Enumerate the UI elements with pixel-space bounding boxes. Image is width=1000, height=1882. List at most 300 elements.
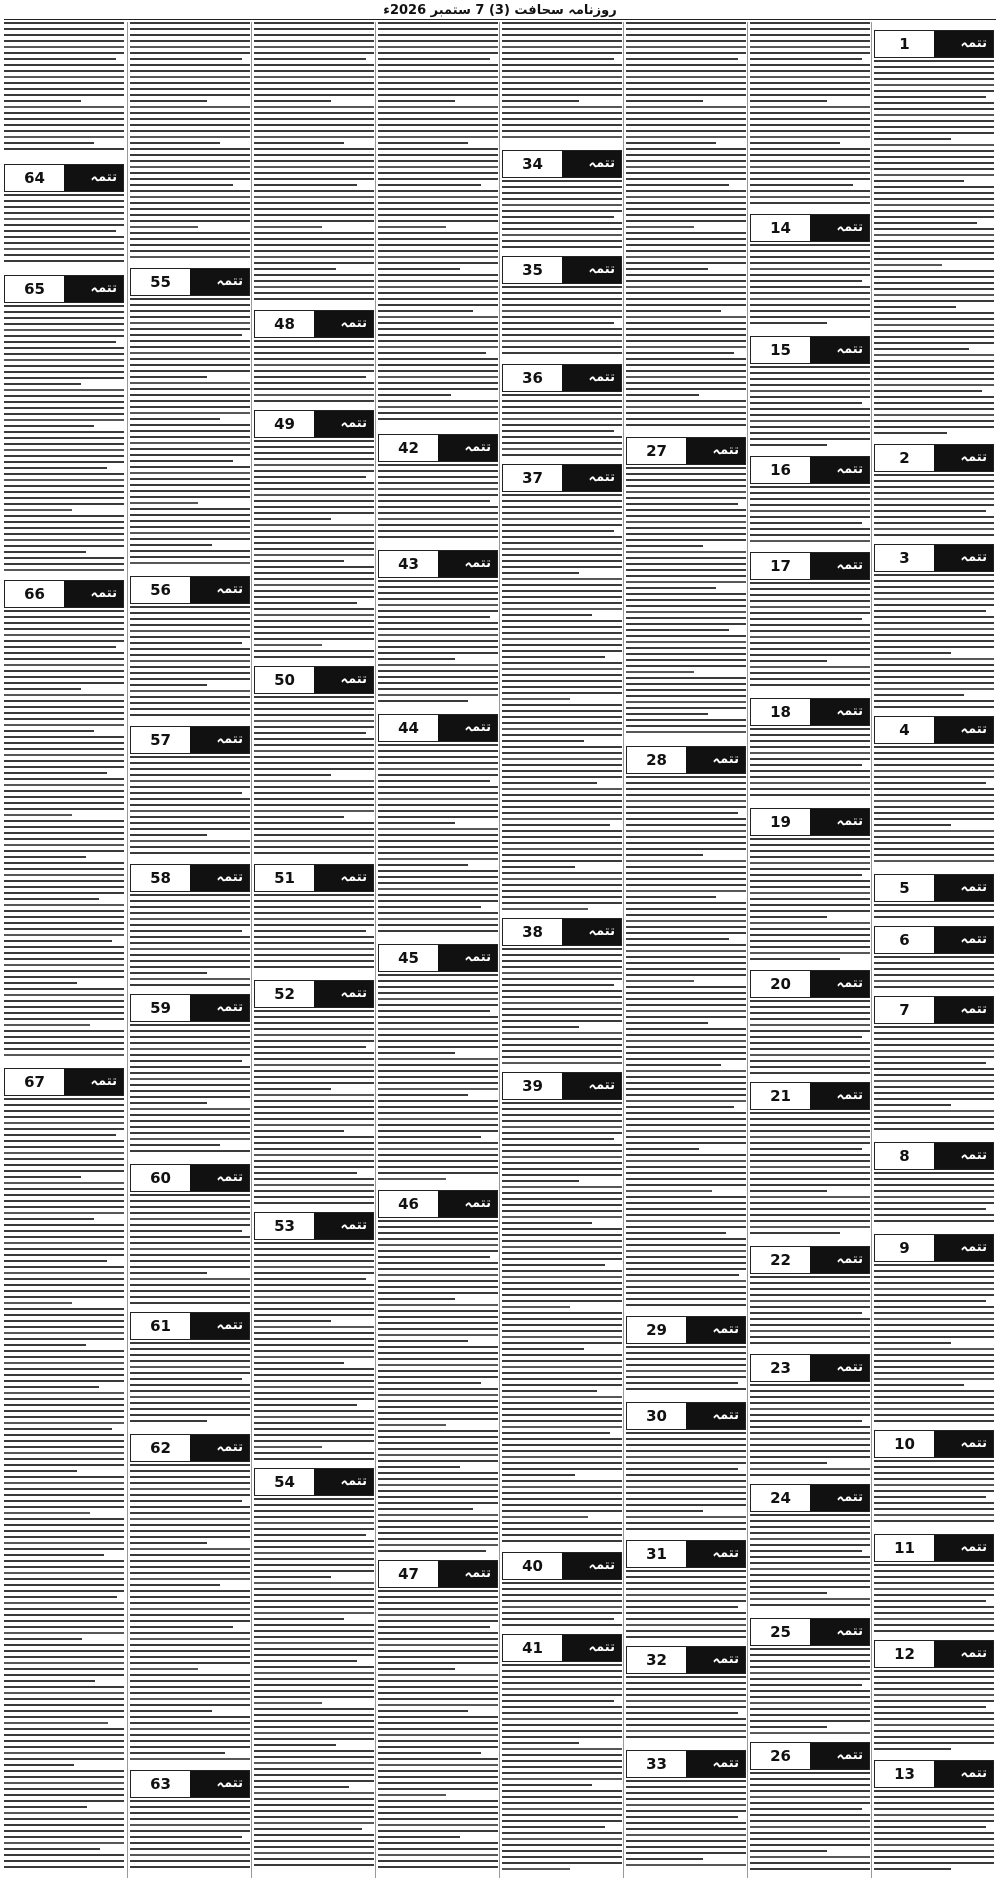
- text-line: [750, 1598, 870, 1600]
- text-line: [254, 632, 374, 634]
- text-line: [4, 760, 124, 762]
- text-line: [626, 1304, 746, 1306]
- continuation-marker: [254, 666, 374, 694]
- text-line: [874, 752, 994, 754]
- text-line: [130, 370, 250, 372]
- text-line: [130, 352, 250, 354]
- text-line: [4, 1818, 124, 1820]
- text-line: [130, 190, 250, 192]
- text-line: [626, 292, 746, 294]
- text-line: [378, 34, 498, 36]
- text-line: [4, 1866, 124, 1868]
- text-line: [750, 1580, 870, 1582]
- text-line: [626, 479, 746, 481]
- text-line: [502, 1814, 622, 1816]
- text-line: [750, 1666, 870, 1668]
- text-line: [4, 1686, 124, 1688]
- text-line: [378, 1040, 498, 1042]
- text-line: [130, 1372, 250, 1374]
- text-line: [254, 1380, 374, 1382]
- text-line: [130, 196, 250, 198]
- text-line: [626, 100, 703, 102]
- text-line: [4, 389, 124, 391]
- text-line: [130, 1842, 250, 1844]
- text-line: [254, 394, 374, 396]
- text-line: [254, 638, 374, 640]
- continuation-number: 63: [150, 1775, 171, 1793]
- continuation-item: [626, 1750, 746, 1874]
- text-line: [4, 808, 124, 810]
- text-line: [254, 1780, 374, 1782]
- text-line: [626, 1154, 746, 1156]
- continuation-badge: [190, 727, 249, 753]
- text-line: [378, 1860, 498, 1862]
- text-line: [626, 76, 746, 78]
- text-line: [4, 407, 124, 409]
- continuation-marker: [750, 1484, 870, 1512]
- text-line: [750, 250, 870, 252]
- text-line: [130, 58, 242, 60]
- continuation-item: [130, 1312, 250, 1430]
- text-line: [378, 1340, 468, 1342]
- continuation-marker: [874, 996, 994, 1024]
- text-line: [502, 1528, 622, 1530]
- text-line: [254, 1076, 374, 1078]
- text-line: [750, 1072, 870, 1074]
- text-line: [874, 1294, 994, 1296]
- text-line: [502, 204, 622, 206]
- article-text-block: [750, 1648, 870, 1738]
- continuation-item: [378, 1560, 498, 1874]
- text-line: [254, 452, 374, 454]
- text-line: [750, 1136, 870, 1138]
- text-line: [502, 1838, 622, 1840]
- text-line: [4, 1428, 112, 1430]
- text-line: [254, 376, 366, 378]
- text-line: [874, 480, 994, 482]
- text-line: [626, 1676, 746, 1678]
- text-line: [4, 353, 124, 355]
- continuation-badge: [190, 269, 249, 295]
- text-line: [4, 1632, 124, 1634]
- text-line: [378, 160, 498, 162]
- text-line: [378, 238, 498, 240]
- text-line: [378, 100, 455, 102]
- text-line: [254, 774, 331, 776]
- text-line: [626, 1274, 739, 1276]
- text-line: [4, 1812, 124, 1814]
- text-line: [874, 150, 994, 152]
- text-line: [378, 1656, 498, 1658]
- text-line: [4, 1494, 124, 1496]
- text-line: [378, 640, 498, 642]
- continuation-badge: [190, 865, 249, 891]
- continuation-badge-label: تتمہ: [836, 1624, 863, 1639]
- text-line: [874, 396, 994, 398]
- text-line: [378, 1532, 498, 1534]
- text-line: [378, 918, 498, 920]
- text-line: [502, 40, 622, 42]
- text-line: [874, 318, 994, 320]
- text-line: [626, 184, 729, 186]
- text-line: [874, 1826, 986, 1828]
- text-line: [502, 506, 622, 508]
- text-line: [626, 848, 746, 850]
- continuation-badge: [810, 215, 869, 241]
- continuation-marker: [750, 1742, 870, 1770]
- text-line: [254, 1094, 374, 1096]
- text-line: [502, 1426, 622, 1428]
- text-line: [254, 1202, 374, 1204]
- text-line: [130, 40, 250, 42]
- text-line: [378, 1430, 498, 1432]
- text-line: [130, 316, 250, 318]
- text-line: [378, 1070, 498, 1072]
- text-line: [4, 52, 124, 54]
- text-line: [750, 1414, 870, 1416]
- text-line: [4, 1500, 124, 1502]
- text-line: [4, 455, 124, 457]
- text-line: [130, 798, 250, 800]
- text-line: [4, 1716, 124, 1718]
- text-line: [130, 136, 250, 138]
- text-line: [130, 714, 250, 716]
- article-text-block: [750, 486, 870, 548]
- continuation-marker: [502, 364, 622, 392]
- text-line: [130, 412, 250, 414]
- text-line: [378, 1710, 468, 1712]
- text-line: [378, 780, 490, 782]
- text-line: [502, 1300, 622, 1302]
- article-text-block: [626, 1346, 746, 1398]
- continuation-number: 35: [522, 261, 543, 279]
- text-line: [130, 1866, 250, 1868]
- text-line: [4, 610, 124, 612]
- text-line: [130, 172, 250, 174]
- text-line: [626, 1828, 746, 1830]
- text-line: [750, 1456, 870, 1458]
- text-line: [626, 202, 746, 204]
- text-line: [502, 854, 622, 856]
- text-line: [4, 1548, 124, 1550]
- text-line: [626, 1816, 738, 1818]
- continuation-badge: [810, 1355, 869, 1381]
- text-line: [4, 796, 124, 798]
- text-line: [750, 1166, 870, 1168]
- text-line: [378, 262, 498, 264]
- article-text-block: [750, 1000, 870, 1078]
- text-line: [4, 305, 124, 307]
- text-line: [626, 1172, 746, 1174]
- continuation-badge: [934, 997, 993, 1023]
- text-line: [626, 1064, 721, 1066]
- continuation-badge-label: تتمہ: [464, 720, 491, 735]
- text-line: [750, 438, 870, 440]
- text-line: [502, 1802, 622, 1804]
- text-line: [626, 1388, 746, 1390]
- text-line: [626, 406, 746, 408]
- text-line: [502, 560, 622, 562]
- text-line: [626, 986, 746, 988]
- continuation-marker: [750, 336, 870, 364]
- continuation-marker: [130, 268, 250, 296]
- text-line: [750, 1592, 827, 1594]
- text-line: [378, 488, 498, 490]
- text-line: [626, 1364, 746, 1366]
- text-line: [874, 824, 951, 826]
- text-line: [874, 306, 956, 308]
- text-line: [378, 1550, 486, 1552]
- text-line: [626, 707, 746, 709]
- continuation-badge: [190, 1771, 249, 1797]
- text-line: [502, 1480, 622, 1482]
- text-line: [4, 260, 124, 262]
- text-line: [874, 1172, 994, 1174]
- text-line: [4, 844, 124, 846]
- text-line: [874, 1588, 994, 1590]
- text-line: [502, 1372, 622, 1374]
- text-line: [4, 467, 107, 469]
- text-line: [254, 590, 374, 592]
- text-line: [378, 1352, 498, 1354]
- text-line: [130, 792, 242, 794]
- text-line: [626, 593, 746, 595]
- continuation-number: 36: [522, 369, 543, 387]
- text-line: [378, 112, 498, 114]
- text-line: [254, 154, 374, 156]
- text-line: [750, 82, 870, 84]
- text-line: [4, 1596, 117, 1598]
- continuation-number: 16: [770, 461, 791, 479]
- continuation-marker: [750, 970, 870, 998]
- text-line: [626, 962, 746, 964]
- text-line: [254, 1440, 374, 1442]
- text-line: [254, 1326, 374, 1328]
- text-line: [378, 328, 498, 330]
- text-line: [750, 1066, 870, 1068]
- article-text-block: [750, 244, 870, 332]
- text-line: [750, 426, 870, 428]
- text-line: [626, 1588, 746, 1590]
- text-line: [626, 1346, 746, 1348]
- text-line: [502, 1198, 622, 1200]
- text-line: [4, 1842, 124, 1844]
- article-text-block: [502, 286, 622, 360]
- text-line: [4, 1296, 124, 1298]
- continuation-badge-label: تتمہ: [464, 1566, 491, 1581]
- text-line: [626, 1718, 746, 1720]
- text-line: [254, 500, 374, 502]
- text-line: [750, 1184, 870, 1186]
- text-line: [502, 180, 622, 182]
- text-line: [874, 228, 994, 230]
- text-line: [378, 1052, 455, 1054]
- text-line: [378, 250, 498, 252]
- text-line: [378, 76, 498, 78]
- text-line: [378, 394, 451, 396]
- continuation-item: [254, 310, 374, 406]
- column-divider: [871, 22, 872, 1878]
- continuation-badge: [438, 1561, 497, 1587]
- text-line: [254, 1196, 374, 1198]
- text-line: [254, 1534, 366, 1536]
- text-line: [502, 1766, 622, 1768]
- continuation-marker: [750, 1618, 870, 1646]
- text-line: [130, 906, 250, 908]
- text-line: [130, 1266, 250, 1268]
- text-line: [626, 587, 716, 589]
- text-line: [378, 1106, 498, 1108]
- text-line: [502, 1450, 622, 1452]
- text-line: [4, 545, 124, 547]
- text-line: [874, 1490, 994, 1492]
- text-line: [502, 1192, 622, 1194]
- text-line: [378, 858, 498, 860]
- text-line: [874, 1032, 994, 1034]
- text-line: [4, 850, 124, 852]
- text-line: [750, 904, 870, 906]
- text-line: [4, 1830, 124, 1832]
- text-line: [750, 1514, 870, 1516]
- text-line: [626, 683, 746, 685]
- text-line: [502, 1396, 622, 1398]
- article-text-block: [254, 1498, 374, 1874]
- text-line: [130, 34, 250, 36]
- text-line: [378, 1142, 498, 1144]
- continuation-number: 44: [398, 719, 419, 737]
- text-line: [130, 514, 250, 516]
- text-line: [378, 586, 498, 588]
- continuation-marker: [130, 1164, 250, 1192]
- text-line: [626, 1624, 746, 1626]
- text-line: [502, 1600, 622, 1602]
- text-line: [750, 504, 870, 506]
- text-line: [378, 1292, 498, 1294]
- text-line: [130, 1396, 250, 1398]
- text-line: [626, 1178, 746, 1180]
- article-text-block: [750, 1384, 870, 1480]
- text-line: [750, 838, 870, 840]
- text-line: [4, 778, 124, 780]
- text-line: [378, 846, 498, 848]
- text-line: [502, 292, 622, 294]
- text-line: [626, 1736, 746, 1738]
- continuation-badge: [190, 1435, 249, 1461]
- text-line: [626, 1136, 746, 1138]
- text-line: [378, 82, 498, 84]
- text-line: [626, 974, 746, 976]
- text-line: [378, 1740, 498, 1742]
- text-line: [874, 354, 994, 356]
- text-line: [750, 1118, 870, 1120]
- text-line: [378, 1244, 498, 1246]
- continuation-number: 41: [522, 1639, 543, 1657]
- continuation-number: 38: [522, 923, 543, 941]
- text-line: [874, 640, 994, 642]
- continuation-number: 40: [522, 1557, 543, 1575]
- text-line: [254, 768, 374, 770]
- text-line: [874, 694, 964, 696]
- article-text-block: [874, 474, 994, 540]
- text-line: [502, 1138, 614, 1140]
- text-line: [750, 1276, 870, 1278]
- text-line: [378, 1424, 446, 1426]
- text-line: [254, 1618, 344, 1620]
- text-line: [874, 330, 994, 332]
- text-line: [254, 524, 374, 526]
- article-text-block: [254, 1010, 374, 1208]
- text-line: [254, 1792, 374, 1794]
- continuation-number: 59: [150, 999, 171, 1017]
- text-line: [254, 1172, 357, 1174]
- text-line: [378, 1608, 498, 1610]
- text-line: [130, 1414, 250, 1416]
- text-line: [4, 1206, 124, 1208]
- text-line: [130, 250, 250, 252]
- text-line: [626, 1840, 746, 1842]
- text-line: [378, 1358, 498, 1360]
- text-line: [378, 700, 468, 702]
- text-line: [254, 828, 374, 830]
- continuation-item: [130, 864, 250, 990]
- text-line: [874, 1612, 994, 1614]
- text-line: [4, 1560, 124, 1562]
- text-line: [502, 1038, 622, 1040]
- text-line: [874, 1196, 994, 1198]
- text-line: [4, 736, 124, 738]
- text-line: [378, 664, 498, 666]
- text-line: [874, 1208, 986, 1210]
- text-line: [626, 1358, 746, 1360]
- text-line: [874, 986, 994, 988]
- text-line: [130, 1488, 250, 1490]
- text-line: [254, 1654, 374, 1656]
- text-line: [750, 1312, 862, 1314]
- text-line: [502, 322, 614, 324]
- text-line: [874, 246, 994, 248]
- text-line: [626, 1798, 746, 1800]
- text-line: [130, 1632, 250, 1634]
- continuation-number: 57: [150, 731, 171, 749]
- continuation-badge-label: تتمہ: [712, 1408, 739, 1423]
- text-line: [378, 1046, 498, 1048]
- article-text-block: [254, 1242, 374, 1464]
- text-line: [130, 786, 250, 788]
- text-line: [130, 532, 250, 534]
- text-line: [130, 46, 250, 48]
- text-line: [874, 360, 994, 362]
- text-line: [378, 418, 498, 420]
- text-line: [626, 1214, 746, 1216]
- text-line: [254, 1350, 374, 1352]
- text-line: [254, 810, 374, 812]
- text-line: [4, 1176, 81, 1178]
- text-line: [378, 998, 498, 1000]
- text-line: [4, 46, 124, 48]
- text-line: [254, 894, 374, 896]
- text-line: [4, 1398, 124, 1400]
- text-line: [254, 172, 374, 174]
- text-line: [4, 100, 81, 102]
- text-line: [378, 1448, 498, 1450]
- text-line: [502, 800, 622, 802]
- text-line: [502, 710, 622, 712]
- text-line: [4, 916, 124, 918]
- text-line: [378, 1764, 498, 1766]
- text-line: [378, 1818, 498, 1820]
- text-line: [4, 377, 124, 379]
- text-line: [130, 1668, 198, 1670]
